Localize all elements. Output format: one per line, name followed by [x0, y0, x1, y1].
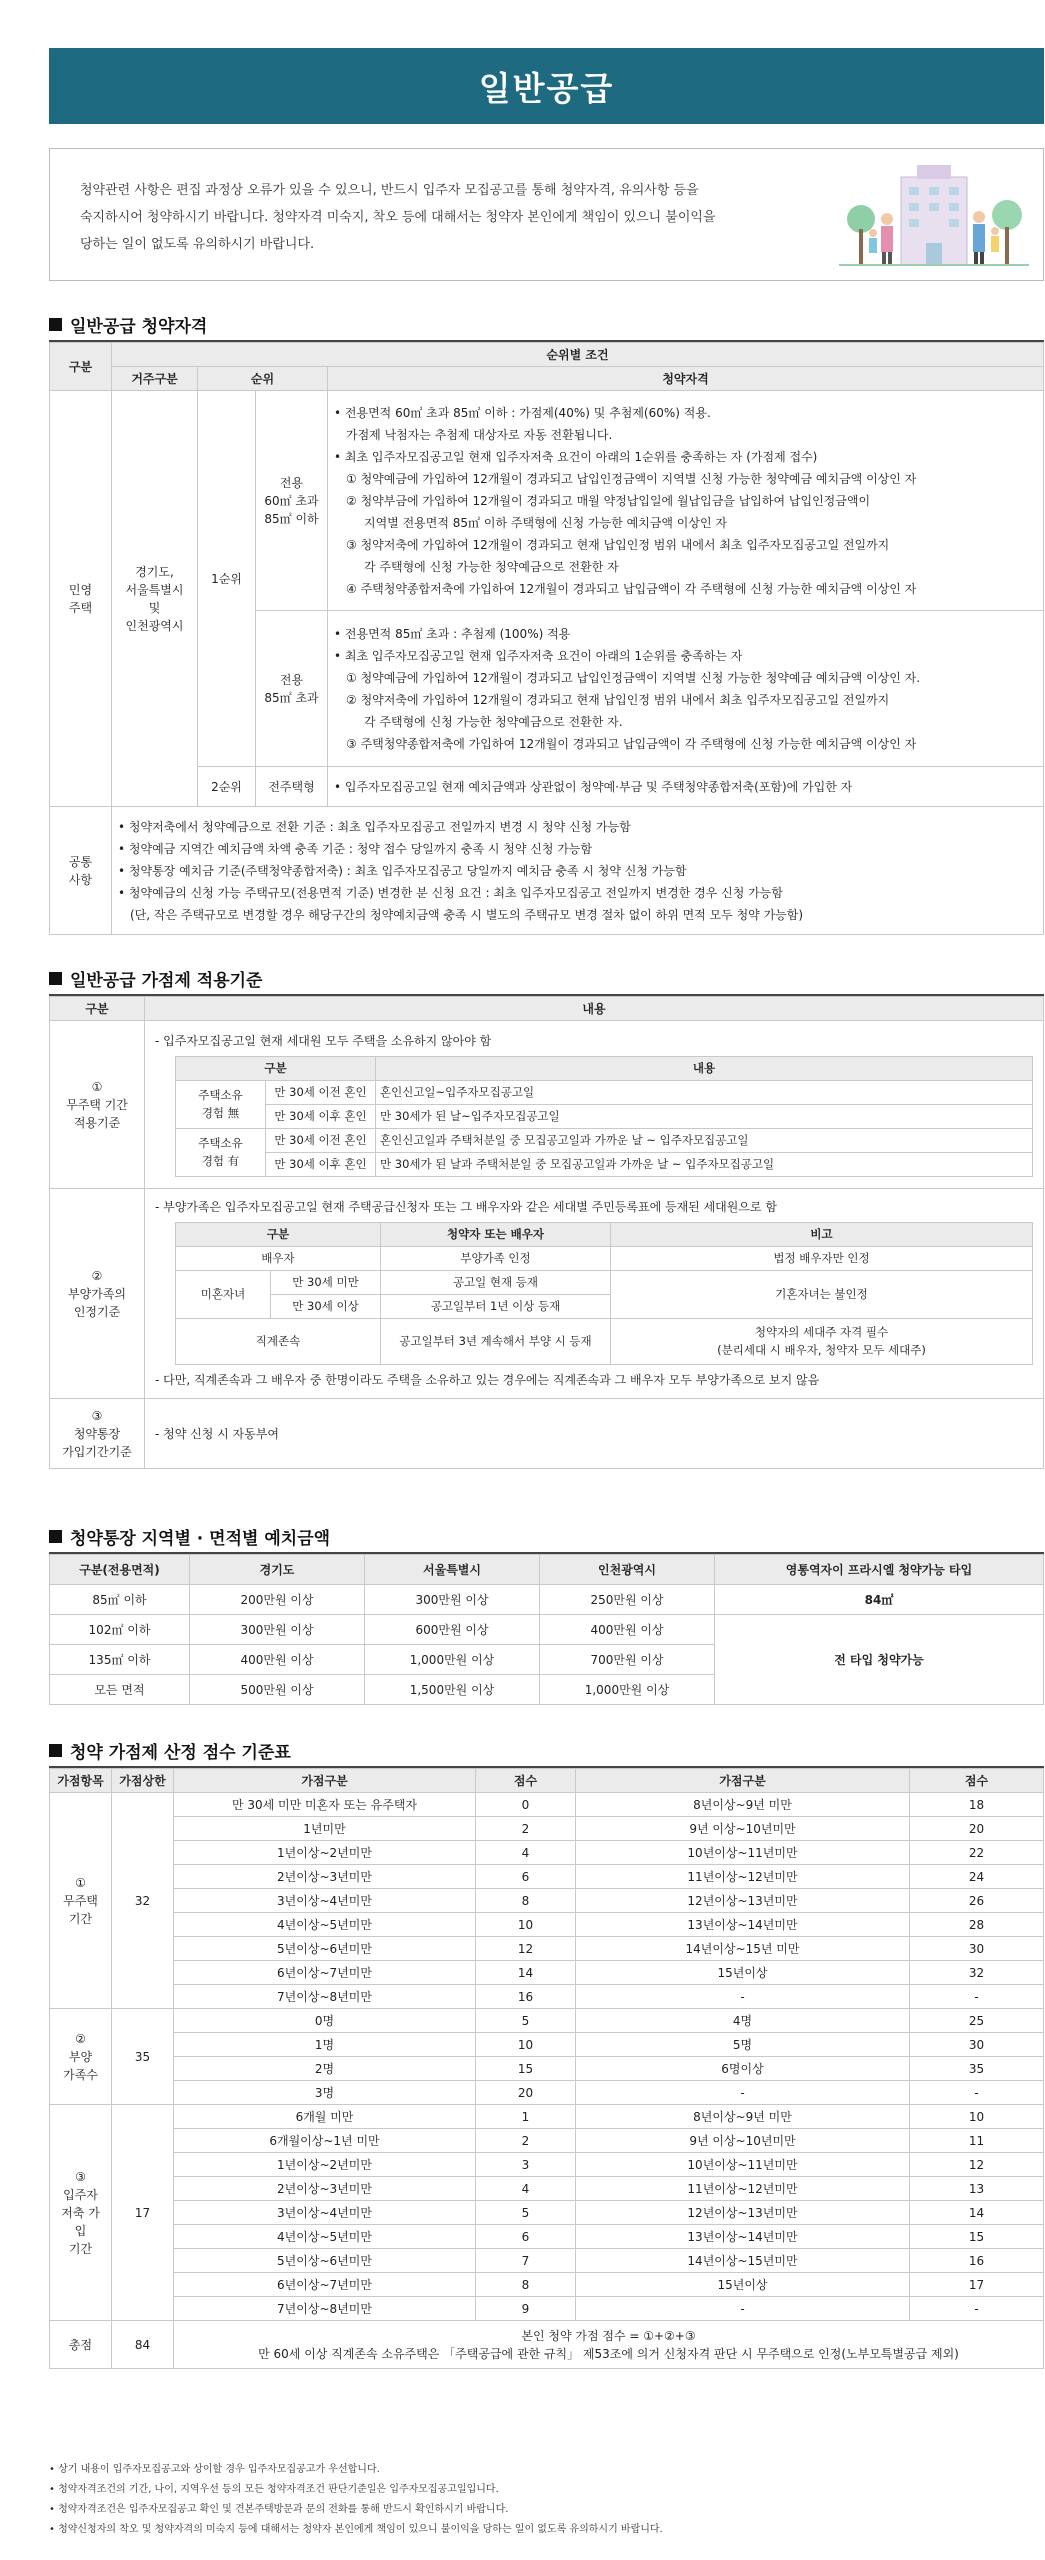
r1-cell: 혼인신고일~입주자모집공고일	[376, 1081, 1033, 1105]
score-range-cell: 6년이상~7년미만	[174, 2273, 476, 2297]
score-range-cell: 9년 이상~10년미만	[576, 1817, 910, 1841]
score-value-cell: 20	[910, 1817, 1044, 1841]
qual-a-cell	[328, 391, 1044, 611]
score-value-cell: 0	[476, 1793, 576, 1817]
region-cell: 경기도, 서울특별시 및 인천광역시	[112, 391, 198, 807]
header-house: 거주구분	[112, 367, 198, 391]
score-header: 점수	[476, 1769, 576, 1793]
r2-inner-header: 비고	[611, 1223, 1033, 1247]
r2-cell: 만 30세 미만	[271, 1271, 381, 1295]
score-range-cell: 1년이상~2년미만	[174, 1841, 476, 1865]
footnote: • 청약자격조건은 입주자모집공고 확인 및 견본주택방문과 문의 전화를 통해 반드시 확인하시기 바랍니다.	[49, 2504, 509, 2515]
score-value-cell: 30	[910, 2033, 1044, 2057]
score-range-cell: 3년이상~4년미만	[174, 2201, 476, 2225]
page-title: 일반공급	[478, 68, 615, 108]
qual-line: ① 청약예금에 가입하여 12개월이 경과되고 납입인정금액이 지역별 신청 가능한 청약예금 예치금액 이상인 자	[346, 471, 917, 486]
score-group-max: 17	[112, 2105, 174, 2321]
r2-content	[145, 1189, 1044, 1399]
score-value-cell: 2	[476, 1817, 576, 1841]
qual-line: ① 청약예금에 가입하여 12개월이 경과되고 납입인정금액이 지역별 신청 가능한 청약예금 예치금액 이상인 자.	[346, 670, 921, 685]
r2-cell: 법정 배우자만 인정	[611, 1247, 1033, 1271]
r1-content	[145, 1021, 1044, 1189]
score-range-cell: 12년이상~13년미만	[576, 1889, 910, 1913]
section-title: 청약 가점제 산정 점수 기준표	[70, 1743, 291, 1763]
score-range-cell: 4명	[576, 2009, 910, 2033]
section-heading-score	[49, 1738, 291, 1763]
score-range-cell: 5년이상~6년미만	[174, 2249, 476, 2273]
total-line: 본인 청약 가점 점수 = ①+②+③	[521, 2328, 696, 2343]
score-range-cell: 1년미만	[174, 1817, 476, 1841]
score-range-cell: 13년이상~14년미만	[576, 2225, 910, 2249]
section-heading-deposit	[49, 1524, 330, 1549]
score-range-cell: 12년이상~13년미만	[576, 2201, 910, 2225]
score-value-cell: 14	[910, 2201, 1044, 2225]
r2-cell: 배우자	[176, 1247, 381, 1271]
deposit-cell: 1,000만원 이상	[365, 1645, 540, 1675]
score-range-cell: 14년이상~15년미만	[576, 2249, 910, 2273]
score-value-cell: 5	[476, 2201, 576, 2225]
score-header: 가점구분	[174, 1769, 476, 1793]
score-range-cell: 11년이상~12년미만	[576, 2177, 910, 2201]
score-table	[49, 1766, 1044, 2369]
r2-inner-header: 청약자 또는 배우자	[381, 1223, 611, 1247]
deposit-cell: 모든 면적	[50, 1675, 190, 1705]
r1-cell: 혼인신고일과 주택처분일 중 모집공고일과 가까운 날 ~ 입주자모집공고일	[376, 1129, 1033, 1153]
score-group-label: ① 무주택 기간	[50, 1793, 112, 2009]
score-value-cell: 22	[910, 1841, 1044, 1865]
r2-note: - 부양가족은 입주자모집공고일 현재 주택공급신청자 또는 그 배우자와 같은 세대별 주민등록표에 등재된 세대원으로 함	[155, 1200, 777, 1214]
score-value-cell: 24	[910, 1865, 1044, 1889]
score-value-cell: 14	[476, 1961, 576, 1985]
qual-line: 각 주택형에 신청 가능한 청약예금으로 전환한 자	[364, 559, 619, 574]
score-range-cell: 15년이상	[576, 2273, 910, 2297]
deposit-cell: 1,000만원 이상	[540, 1675, 715, 1705]
score-value-cell: 32	[910, 1961, 1044, 1985]
score-range-cell: 2년이상~3년미만	[174, 2177, 476, 2201]
common-line: • 청약통장 예치금 기준(주택청약종합저축) : 최초 입주자모집공고 당일까지 예치금 충족 시 청약 신청 가능함	[118, 863, 687, 878]
header-order-condition: 순위별 조건	[112, 343, 1044, 367]
qual-line: • 전용면적 60㎡ 초과 85㎡ 이하 : 가점제(40%) 및 추첨제(60%) 적용.	[334, 405, 711, 420]
score-group-label: ③ 입주자 저축 가입 기간	[50, 2105, 112, 2321]
score-value-cell: 28	[910, 1913, 1044, 1937]
deposit-cell: 600만원 이상	[365, 1615, 540, 1645]
score-value-cell: 30	[910, 1937, 1044, 1961]
r2-cell: 청약자의 세대주 자격 필수 (분리세대 시 배우자, 청약자 모두 세대주)	[611, 1319, 1033, 1365]
score-value-cell: -	[910, 2081, 1044, 2105]
qual-line: ③ 청약저축에 가입하여 12개월이 경과되고 현재 납입인정 범위 내에서 최초 입주자모집공고일 전일까지	[346, 537, 890, 552]
score-value-cell: 6	[476, 2225, 576, 2249]
score-value-cell: 10	[476, 2033, 576, 2057]
score-value-cell: 5	[476, 2009, 576, 2033]
r2-cell: 미혼자녀	[176, 1271, 271, 1319]
r3-note: - 청약 신청 시 자동부여	[145, 1399, 1044, 1469]
qual-line: • 최초 입주자모집공고일 현재 입주자저축 요건이 아래의 1순위를 충족하는 자	[334, 648, 743, 663]
score-value-cell: 16	[910, 2249, 1044, 2273]
score-value-cell: 6	[476, 1865, 576, 1889]
score-range-cell: 10년이상~11년미만	[576, 1841, 910, 1865]
deposit-header: 인천광역시	[540, 1555, 715, 1585]
score-value-cell: 10	[910, 2105, 1044, 2129]
r2-foot: - 다만, 직계존속과 그 배우자 중 한명이라도 주택을 소유하고 있는 경우에는 직계존속과 그 배우자 모두 부양가족으로 보지 않음	[155, 1373, 820, 1387]
qual-line: 가점제 낙첨자는 추첨제 대상자로 자동 전환됩니다.	[346, 427, 613, 442]
deposit-cell: 135㎡ 이하	[50, 1645, 190, 1675]
r2-cell: 공고일부터 1년 이상 등재	[381, 1295, 611, 1319]
common-line: • 청약예금 지역간 예치금액 차액 충족 기준 : 청약 접수 당일까지 충족 시 청약 신청 가능함	[118, 841, 593, 856]
heading-square-icon	[49, 318, 62, 331]
r1-cell: 만 30세가 된 날과 주택처분일 중 모집공고일과 가까운 날 ~ 입주자모집공고일	[376, 1153, 1033, 1177]
rank2-cell: 2순위	[198, 767, 256, 807]
deposit-cell: 102㎡ 이하	[50, 1615, 190, 1645]
page-title-banner	[49, 48, 1044, 124]
deposit-type-cell: 전 타입 청약가능	[715, 1615, 1044, 1705]
section-heading-qualification	[49, 312, 207, 337]
score-range-cell: 6개월이상~1년 미만	[174, 2129, 476, 2153]
common-line: • 청약예금의 신청 가능 주택규모(전용면적 기준) 변경한 분 신청 요건 : 최초 입주자모집공고 전일까지 변경한 경우 신청 가능함	[118, 885, 783, 900]
score-range-cell: -	[576, 1985, 910, 2009]
total-label: 총점	[50, 2321, 112, 2369]
score-range-cell: 1년이상~2년미만	[174, 2153, 476, 2177]
area-c-cell: 전주택형	[256, 767, 328, 807]
footnote: • 청약자격조건의 기간, 나이, 지역우선 등의 모든 청약자격조건 판단기준일은 입주자모집공고일입니다.	[49, 2484, 499, 2495]
section-title: 일반공급 가점제 적용기준	[70, 971, 263, 991]
score-range-cell: 3년이상~4년미만	[174, 1889, 476, 1913]
score-range-cell: 3명	[174, 2081, 476, 2105]
score-range-cell: 13년이상~14년미만	[576, 1913, 910, 1937]
r1-label: ① 무주택 기간 적용기준	[50, 1021, 145, 1189]
r2-cell: 기혼자녀는 불인정	[611, 1271, 1033, 1319]
r1-inner-header: 구분	[176, 1057, 376, 1081]
score-range-cell: 8년이상~9년 미만	[576, 2105, 910, 2129]
score-range-cell: -	[576, 2297, 910, 2321]
score-header: 가점구분	[576, 1769, 910, 1793]
point-criteria-table	[49, 994, 1044, 1469]
area-b-cell: 전용 85㎡ 초과	[256, 611, 328, 767]
qual-line: • 전용면적 85㎡ 초과 : 추첨제 (100%) 적용	[334, 626, 571, 641]
r1-cell: 만 30세 이전 혼인	[266, 1081, 376, 1105]
score-range-cell: 15년이상	[576, 1961, 910, 1985]
deposit-type-cell: 84㎡	[715, 1585, 1044, 1615]
r2-label: ② 부양가족의 인정기준	[50, 1189, 145, 1399]
score-value-cell: 12	[476, 1937, 576, 1961]
score-value-cell: -	[910, 2297, 1044, 2321]
score-value-cell: 17	[910, 2273, 1044, 2297]
score-value-cell: 16	[476, 1985, 576, 2009]
score-range-cell: -	[576, 2081, 910, 2105]
r1-cell: 만 30세가 된 날~입주자모집공고일	[376, 1105, 1033, 1129]
heading-square-icon	[49, 972, 62, 985]
r2-cell: 공고일 현재 등재	[381, 1271, 611, 1295]
r1-inner-table	[175, 1056, 1033, 1177]
r1-cell: 주택소유 경험 無	[176, 1081, 266, 1129]
score-range-cell: 1명	[174, 2033, 476, 2057]
intro-line: 청약관련 사항은 편집 과정상 오류가 있을 수 있으니, 반드시 입주자 모집공고를 통해 청약자격, 유의사항 등을	[80, 183, 699, 198]
deposit-cell: 300만원 이상	[190, 1615, 365, 1645]
footnotes	[49, 2460, 1044, 2540]
score-group-max: 32	[112, 1793, 174, 2009]
qual-line: ② 청약부금에 가입하여 12개월이 경과되고 매월 약정납입일에 월납입금을 납입하여 납입인정금액이	[346, 493, 871, 508]
deposit-cell: 400만원 이상	[190, 1645, 365, 1675]
qualification-table	[49, 340, 1044, 935]
row-type: 민영 주택	[50, 391, 112, 807]
score-range-cell: 7년이상~8년미만	[174, 1985, 476, 2009]
footnote: • 청약신청자의 착오 및 청약자격의 미숙지 등에 대해서는 청약자 본인에게 책임이 있으니 불이익을 당하는 일이 없도록 유의하시기 바랍니다.	[49, 2524, 663, 2535]
total-desc	[174, 2321, 1044, 2369]
deposit-cell: 300만원 이상	[365, 1585, 540, 1615]
r1-cell: 주택소유 경험 有	[176, 1129, 266, 1177]
score-value-cell: -	[910, 1985, 1044, 2009]
r2-inner-header: 구분	[176, 1223, 381, 1247]
r2-cell: 부양가족 인정	[381, 1247, 611, 1271]
qual-line: ② 청약저축에 가입하여 12개월이 경과되고 현재 납입인정 범위 내에서 최초 입주자모집공고일 전일까지	[346, 692, 890, 707]
score-range-cell: 7년이상~8년미만	[174, 2297, 476, 2321]
apartment-family-illustration	[839, 157, 1029, 275]
section-heading-point-criteria	[49, 966, 262, 991]
score-range-cell: 6명이상	[576, 2057, 910, 2081]
deposit-header: 경기도	[190, 1555, 365, 1585]
score-header: 가점항목	[50, 1769, 112, 1793]
deposit-header: 구분(전용면적)	[50, 1555, 190, 1585]
score-value-cell: 8	[476, 1889, 576, 1913]
intro-text	[80, 177, 780, 258]
deposit-cell: 400만원 이상	[540, 1615, 715, 1645]
r2-cell: 직계존속	[176, 1319, 381, 1365]
section-title: 일반공급 청약자격	[70, 317, 208, 337]
r2-inner-table	[175, 1222, 1033, 1365]
score-value-cell: 26	[910, 1889, 1044, 1913]
r1-cell: 만 30세 이전 혼인	[266, 1129, 376, 1153]
score-value-cell: 4	[476, 1841, 576, 1865]
common-cell	[112, 807, 1044, 935]
score-range-cell: 8년이상~9년 미만	[576, 1793, 910, 1817]
header-gubun: 구분	[50, 343, 112, 391]
qual-line: • 최초 입주자모집공고일 현재 입주자저축 요건이 아래의 1순위를 충족하는 자 (가점제 접수)	[334, 449, 818, 464]
intro-line: 숙지하시어 청약하시기 바랍니다. 청약자격 미숙지, 착오 등에 대해서는 청약자 본인에게 책임이 있으니 불이익을	[80, 210, 716, 225]
total-line: 만 60세 이상 직계존속 소유주택은 「주택공급에 관한 규칙」 제53조에 의거 신청자격 판단 시 무주택으로 인정(노부모특별공급 제외)	[258, 2346, 959, 2361]
deposit-header: 영통역자이 프라시엘 청약가능 타입	[715, 1555, 1044, 1585]
score-value-cell: 15	[910, 2225, 1044, 2249]
score-header: 점수	[910, 1769, 1044, 1793]
footnote: • 상기 내용이 입주자모집공고와 상이할 경우 입주자모집공고가 우선합니다.	[49, 2464, 380, 2475]
common-label: 공통 사항	[50, 807, 112, 935]
r1-cell: 만 30세 이후 혼인	[266, 1105, 376, 1129]
score-value-cell: 4	[476, 2177, 576, 2201]
header-rank: 순위	[198, 367, 328, 391]
qual-line: 지역별 전용면적 85㎡ 이하 주택형에 신청 가능한 예치금액 이상인 자	[364, 515, 727, 530]
score-range-cell: 6개월 미만	[174, 2105, 476, 2129]
score-value-cell: 11	[910, 2129, 1044, 2153]
deposit-header: 서울특별시	[365, 1555, 540, 1585]
score-range-cell: 9년 이상~10년미만	[576, 2129, 910, 2153]
qual-c-cell: • 입주자모집공고일 현재 예치금액과 상관없이 청약예·부금 및 주택청약종합저축(포함)에 가입한 자	[328, 767, 1044, 807]
score-range-cell: 5년이상~6년미만	[174, 1937, 476, 1961]
score-value-cell: 9	[476, 2297, 576, 2321]
score-range-cell: 만 30세 미만 미혼자 또는 유주택자	[174, 1793, 476, 1817]
score-group-label: ② 부양 가족수	[50, 2009, 112, 2105]
score-value-cell: 1	[476, 2105, 576, 2129]
qual-b-cell	[328, 611, 1044, 767]
qual-line: 각 주택형에 신청 가능한 청약예금으로 전환한 자.	[364, 714, 623, 729]
deposit-cell: 250만원 이상	[540, 1585, 715, 1615]
deposit-cell: 200만원 이상	[190, 1585, 365, 1615]
r3-label: ③ 청약통장 가입기간기준	[50, 1399, 145, 1469]
score-value-cell: 13	[910, 2177, 1044, 2201]
score-value-cell: 12	[910, 2153, 1044, 2177]
score-range-cell: 11년이상~12년미만	[576, 1865, 910, 1889]
r1-note: - 입주자모집공고일 현재 세대원 모두 주택을 소유하지 않아야 함	[155, 1034, 492, 1048]
score-value-cell: 8	[476, 2273, 576, 2297]
section-title: 청약통장 지역별 · 면적별 예치금액	[70, 1529, 331, 1549]
score-group-max: 35	[112, 2009, 174, 2105]
deposit-cell: 500만원 이상	[190, 1675, 365, 1705]
common-line: (단, 작은 주택규모로 변경할 경우 해당구간의 청약예치금액 충족 시 별도의 주택규모 변경 절차 없이 하위 면적 모두 청약 가능함)	[130, 907, 804, 922]
heading-square-icon	[49, 1530, 62, 1543]
intro-line: 당하는 일이 없도록 유의하시기 바랍니다.	[80, 237, 315, 252]
score-value-cell: 20	[476, 2081, 576, 2105]
score-range-cell: 14년이상~15년 미만	[576, 1937, 910, 1961]
score-value-cell: 10	[476, 1913, 576, 1937]
score-header: 가점상한	[112, 1769, 174, 1793]
r2-cell: 공고일부터 3년 계속해서 부양 시 등재	[381, 1319, 611, 1365]
score-range-cell: 4년이상~5년미만	[174, 1913, 476, 1937]
header-gubun: 구분	[50, 997, 145, 1021]
score-value-cell: 2	[476, 2129, 576, 2153]
common-line: • 청약저축에서 청약예금으로 전환 기준 : 최초 입주자모집공고 전일까지 변경 시 청약 신청 가능함	[118, 819, 631, 834]
score-value-cell: 18	[910, 1793, 1044, 1817]
deposit-cell: 700만원 이상	[540, 1645, 715, 1675]
deposit-cell: 1,500만원 이상	[365, 1675, 540, 1705]
score-range-cell: 6년이상~7년미만	[174, 1961, 476, 1985]
score-value-cell: 15	[476, 2057, 576, 2081]
r1-inner-header: 내용	[376, 1057, 1033, 1081]
score-value-cell: 25	[910, 2009, 1044, 2033]
score-range-cell: 2년이상~3년미만	[174, 1865, 476, 1889]
score-value-cell: 7	[476, 2249, 576, 2273]
score-value-cell: 3	[476, 2153, 576, 2177]
r1-cell: 만 30세 이후 혼인	[266, 1153, 376, 1177]
total-max: 84	[112, 2321, 174, 2369]
area-a-cell: 전용 60㎡ 초과 85㎡ 이하	[256, 391, 328, 611]
qual-line: ③ 주택청약종합저축에 가입하여 12개월이 경과되고 납입금액이 각 주택형에 신청 가능한 예치금액 이상인 자	[346, 736, 917, 751]
score-range-cell: 2명	[174, 2057, 476, 2081]
score-range-cell: 10년이상~11년미만	[576, 2153, 910, 2177]
intro-box	[49, 148, 1044, 281]
deposit-table	[49, 1552, 1044, 1705]
rank1-cell: 1순위	[198, 391, 256, 767]
score-value-cell: 35	[910, 2057, 1044, 2081]
header-qualification: 청약자격	[328, 367, 1044, 391]
r2-cell: 만 30세 이상	[271, 1295, 381, 1319]
deposit-cell: 85㎡ 이하	[50, 1585, 190, 1615]
score-range-cell: 4년이상~5년미만	[174, 2225, 476, 2249]
score-range-cell: 0명	[174, 2009, 476, 2033]
qual-line: ④ 주택청약종합저축에 가입하여 12개월이 경과되고 납입금액이 각 주택형에 신청 가능한 예치금액 이상인 자	[346, 581, 917, 596]
header-content: 내용	[145, 997, 1044, 1021]
score-range-cell: 5명	[576, 2033, 910, 2057]
heading-square-icon	[49, 1744, 62, 1757]
